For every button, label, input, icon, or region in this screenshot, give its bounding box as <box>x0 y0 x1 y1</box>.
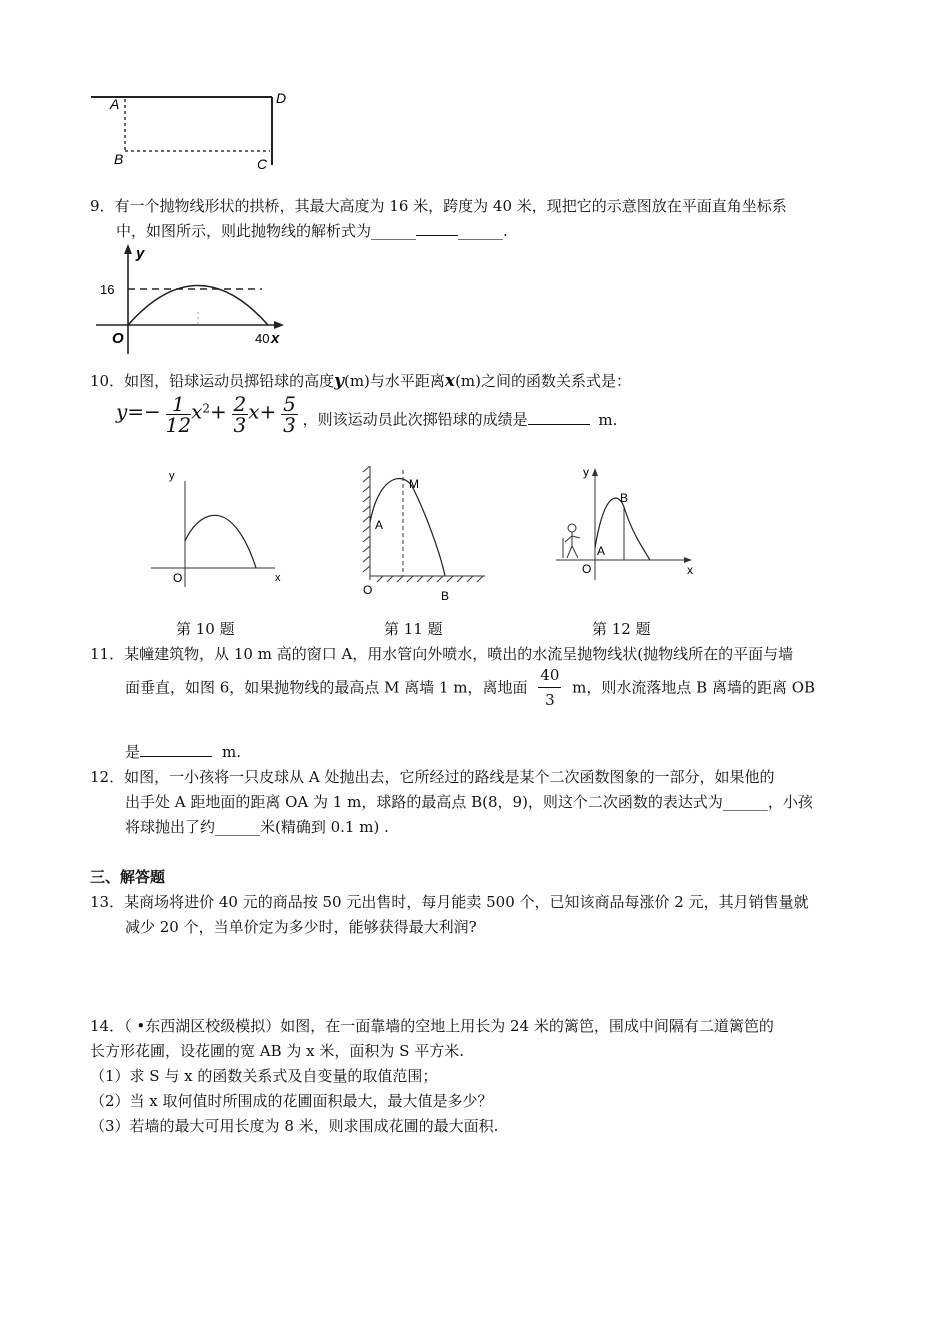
q10-line1-c: (m)之间的函数关系式是： <box>455 372 631 390</box>
caption-fig10: 第 10 题 <box>176 620 235 638</box>
q11-frac-num: 40 <box>538 663 561 688</box>
q12-line3: 将球抛出了约______米(精确到 0.1 m) . <box>125 818 389 836</box>
q13-line1: 13．某商场将进价 40 元的商品按 50 元出售时，每月能卖 500 个，已知该商品每涨价 2 元，其月销售量就 <box>90 893 809 911</box>
q9-line2-end: ______. <box>458 222 508 240</box>
q11-frac-den: 3 <box>545 691 555 709</box>
label-a: A <box>110 96 120 112</box>
q10-unit: m. <box>598 410 618 429</box>
fig12-b-label: B <box>620 491 629 505</box>
q10-f1-den: 12 <box>165 413 192 437</box>
q14-sub3: （3）若墙的最大可用长度为 8 米，则求围成花圃的最大面积. <box>90 1117 499 1135</box>
q10-fraction-2 <box>232 394 249 435</box>
q14-sub2: （2）当 x 取何值时所围成的花圃面积最大，最大值是多少？ <box>90 1092 493 1110</box>
q11-line3 <box>125 741 241 763</box>
q9-line2 <box>116 220 508 242</box>
q12-line2: 出手处 A 距地面的距离 OA 为 1 m，球路的最高点 B(8，9)，则这个二次函数的表达式为______，小孩 <box>125 793 813 811</box>
q11-line1: 11．某幢建筑物，从 10 m 高的窗口 A，用水管向外喷水，喷出的水流呈抛物线状(抛物线所在的平面与墙 <box>90 645 794 663</box>
q10-formula-lhs: y=− <box>116 399 161 424</box>
q11-line2-a: 面垂直，如图 6，如果抛物线的最高点 M 离墙 1 m，离地面 <box>125 678 528 697</box>
q10-x1: x+ <box>248 399 277 424</box>
q10-fraction-1 <box>166 394 191 435</box>
q9-line1: 9．有一个抛物线形状的拱桥，其最大高度为 16 米，跨度为 40 米，现把它的示意图放在平面直角坐标系 <box>90 197 787 215</box>
q9-x-label: x <box>271 330 280 347</box>
fig11-b-label: B <box>441 589 450 603</box>
q10-f1-num: 1 <box>166 394 191 415</box>
figure-rectangle-abcd <box>85 85 305 175</box>
fig12-x-label: x <box>687 563 693 577</box>
fig12-a-label: A <box>597 544 606 558</box>
caption-fig11: 第 11 题 <box>384 620 443 638</box>
q10-var-x: x <box>444 371 456 391</box>
q11-line3-a: 是 <box>125 743 141 761</box>
fig12-o-label: O <box>582 562 592 576</box>
q9-tick-16: 16 <box>100 282 115 297</box>
fig10-y-label: y <box>169 470 175 482</box>
q10-sup: 2 <box>202 401 210 416</box>
child-icon <box>563 524 580 558</box>
fig11-a-label: A <box>375 518 384 532</box>
q10-formula <box>116 394 617 435</box>
figure-q9-parabola-bridge <box>90 242 295 357</box>
q11-fraction <box>538 663 561 712</box>
fig10-o-label: O <box>173 571 183 585</box>
q9-y-label: y <box>136 245 145 262</box>
q13-line2: 减少 20 个，当单价定为多少时，能够获得最大利润? <box>125 918 477 936</box>
section-heading: 三、解答题 <box>90 868 166 886</box>
q12-line1: 12．如图，一小孩将一只皮球从 A 处抛出去，它所经过的路线是某个二次函数图象的一部分，如果他的 <box>90 768 775 786</box>
label-d: D <box>276 90 287 106</box>
fig12-y-label: y <box>583 465 589 479</box>
q11-line3-b: m. <box>222 743 242 761</box>
q9-line2-text: 中，如图所示，则此抛物线的解析式为______ <box>116 222 417 240</box>
q10-f2-den: 3 <box>233 413 247 437</box>
q10-fraction-3 <box>281 394 298 435</box>
q14-line1: 14．（ •东西湖区校级模拟）如图，在一面靠墙的空地上用长为 24 米的篱笆，围成中间隔有二道篱笆的 <box>90 1017 774 1035</box>
label-c: C <box>257 156 268 172</box>
fig10-x-label: x <box>275 572 281 584</box>
q10-line1-b: (m)与水平距离 <box>343 372 445 390</box>
caption-fig12: 第 12 题 <box>592 620 651 638</box>
q10-after-formula: ，则该运动员此次掷铅球的成绩是 <box>302 410 528 429</box>
q11-line2 <box>125 663 815 723</box>
label-b: B <box>114 151 124 167</box>
q14-sub1: （1）求 S 与 x 的函数关系式及自变量的取值范围； <box>90 1067 438 1085</box>
q9-o-label: O <box>112 330 124 347</box>
q10-f3-den: 3 <box>283 413 296 437</box>
q9-tick-40: 40 <box>255 331 270 346</box>
fig11-o-label: O <box>363 583 373 597</box>
q10-plus: + <box>209 399 227 424</box>
figure-q11-water-spray <box>355 462 495 607</box>
q11-line2-b: m，则水流落地点 B 离墙的距离 OB <box>572 678 816 697</box>
q14-line2: 长方形花圃，设花圃的宽 AB 为 x 米，面积为 S 平方米. <box>90 1042 464 1060</box>
q10-f2-num: 2 <box>233 392 247 416</box>
q10-f3-num: 5 <box>283 392 296 416</box>
q10-line1 <box>90 370 631 392</box>
figure-q10-shot-put <box>145 463 295 593</box>
q10-x2: x <box>191 399 203 424</box>
q10-var-y: y <box>334 371 344 391</box>
figure-q12-ball-throw <box>550 462 700 582</box>
q10-line1-a: 10．如图，铅球运动员掷铅球的高度 <box>90 372 335 390</box>
fig11-m-label: M <box>409 477 419 491</box>
